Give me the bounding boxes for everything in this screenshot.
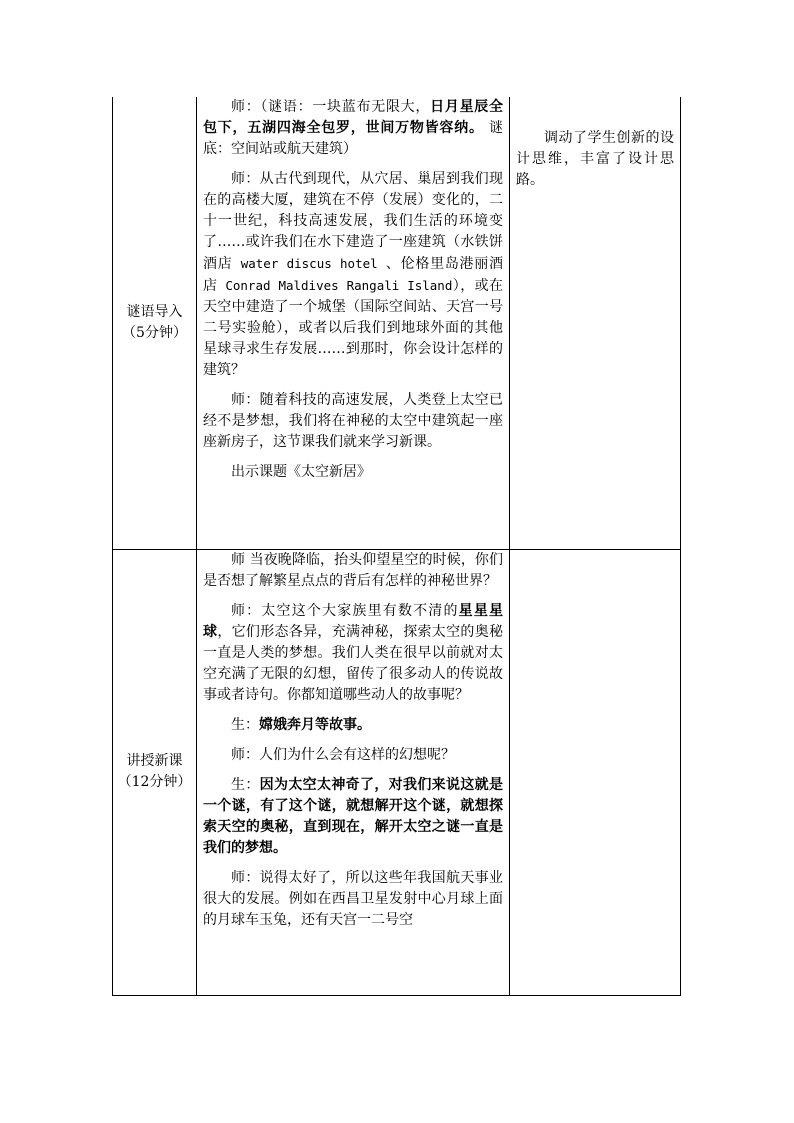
stage-time: （12分钟）: [117, 774, 192, 790]
paragraph: 生：嫦娥奔月等故事。: [231, 716, 371, 733]
table-row: [113, 97, 681, 549]
stage-title: 谜语导入: [126, 303, 183, 320]
paragraph: 师：随着科技的高速发展，人类登上太空已经不是梦想，我们将在神秘的太空中建筑起一座座新房子，这节课我们就来学习新课。: [203, 392, 503, 450]
stage-cell-riddle-intro: [113, 97, 197, 549]
paragraph: 师：从古代到现代，从穴居、巢居到我们现在的高楼大厦，建筑在不停（发展）变化的，二十一世纪，科技高速发展，我们生活的环境变了……或许我们在水下建造了一座建筑（水铁饼酒店 water discus hotel 、伦格里岛港丽酒店 Conrad Maldives Rangali Island），或在天空中建造了一个城堡（国际空间站、天宫一号二号实验舱），或者以后我们到地球外面的其他星球寻求生存发展……到那时，你会设计怎样的建筑？: [203, 171, 504, 378]
note-cell-riddle-intro: [510, 97, 681, 549]
stage-cell-new-lesson: [113, 549, 197, 995]
content-cell-riddle-intro: [197, 97, 510, 549]
note-cell-new-lesson: [510, 549, 681, 995]
lesson-title-line: 出示课题《太空新居》: [231, 464, 371, 480]
paragraph: 师：说得太好了，所以这些年我国航天事业很大的发展。例如在西昌卫星发射中心月球上面的月球车玉兔，还有天宫一二号空: [203, 869, 503, 928]
design-intent-note: 调动了学生创新的设计思维，丰富了设计思路。: [516, 130, 674, 188]
content-cell-new-lesson: [197, 549, 510, 995]
table-row: [113, 549, 681, 995]
stage-title: 讲授新课: [126, 753, 183, 769]
paragraph: 生：因为太空太神奇了，对我们来说这就是一个谜，有了这个谜，就想解开这个谜，就想探索天空的奥秘，直到现在，解开太空之谜一直是我们的梦想。: [203, 776, 504, 856]
stage-time: （5分钟）: [122, 324, 187, 341]
lesson-plan-table: [112, 97, 681, 996]
paragraph: 师：人们为什么会有这样的幻想呢？: [231, 746, 455, 763]
paragraph: 师：（谜语：一块蓝布无限大，日月星辰全包下，五湖四海全包罗，世间万物皆容纳。 谜底：空间站或航天建筑）: [203, 99, 504, 157]
paragraph: 师 当夜晚降临，抬头仰望星空的时候，你们是否想了解繁星点点的背后有怎样的神秘世界？: [203, 551, 503, 589]
paragraph: 师：太空这个大家族里有数不清的星星星球，它们形态各异，充满神秘，探索太空的奥秘一直是人类的梦想。我们人类在很早以前就对太空充满了无限的幻想，留传了很多动人的传说故事或者诗句。你都知道哪些动人的故事呢？: [203, 602, 504, 703]
